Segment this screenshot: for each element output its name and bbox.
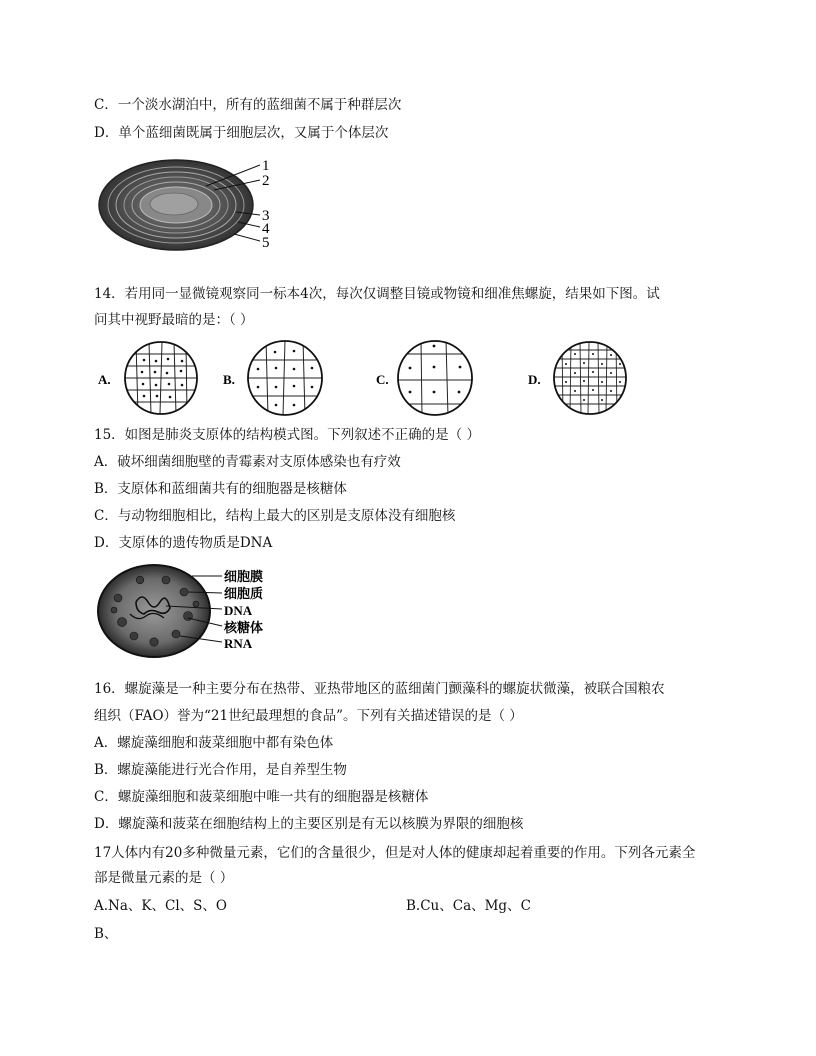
figure-label-4: 4 [262,221,270,237]
field-a [125,342,197,414]
label-rna: RNA [224,636,253,651]
field-label-d: D. [528,372,541,387]
q16-stem-line1: 16．螺旋藻是一种主要分布在热带、亚热带地区的蓝细菌门颤藻科的螺旋状微藻，被联合国粮农 [94,681,665,697]
q14-stem-line2: 问其中视野最暗的是：（ ） [94,312,254,328]
q17-stem-line2: 部是微量元素的是（ ） [94,870,234,886]
q16-stem-line2: 组织（FAO）誉为“21世纪最理想的食品”。下列有关描述错误的是（ ） [94,708,523,724]
label-ribosome: 核糖体 [224,621,264,636]
field-b [248,340,322,416]
q17-option-c-partial: B、 [94,926,118,942]
q13-option-c: C．一个淡水湖泊中，所有的蓝细菌不属于种群层次 [94,97,402,113]
q16-option-a: A．螺旋藻细胞和菠菜细胞中都有染色体 [94,735,334,751]
field-c [398,340,472,416]
field-d [554,342,626,414]
q15-stem: 15．如图是肺炎支原体的结构模式图。下列叙述不正确的是（ ） [94,427,480,443]
q17-stem-line1: 17人体内有20多种微量元素，它们的含量很少，但是对人体的健康却起着重要的作用。下列各元素全 [94,845,696,861]
q15-option-a: A．破坏细菌细胞壁的青霉素对支原体感染也有疗效 [94,454,401,470]
microscope-fields-figure [96,340,656,416]
q15-option-d: D．支原体的遗传物质是DNA [94,535,273,551]
figure-label-1: 1 [262,158,270,174]
mycoplasma-structure-figure [96,562,296,660]
q16-option-c: C．螺旋藻细胞和菠菜细胞中唯一共有的细胞器是核糖体 [94,789,429,805]
q15-option-c: C．与动物细胞相比，结构上最大的区别是支原体没有细胞核 [94,508,456,524]
field-label-a: A. [98,372,111,387]
figure-label-2: 2 [262,173,270,189]
label-dna: DNA [224,603,253,618]
q14-stem-line1: 14．若用同一显微镜观察同一标本4次，每次仅调整目镜或物镜和细准焦螺旋，结果如下图。试 [94,286,660,302]
layered-colony-figure [96,156,286,254]
q16-option-b: B．螺旋藻能进行光合作用，是自养型生物 [94,762,347,778]
q15-option-b: B．支原体和蓝细菌共有的细胞器是核糖体 [94,481,347,497]
figure-label-5: 5 [262,235,270,251]
field-label-c: C. [376,372,389,387]
q16-option-d: D．螺旋藻和菠菜在细胞结构上的主要区别是有无以核膜为界限的细胞核 [94,816,524,832]
q17-option-b: B.Cu、Ca、Mg、C [406,898,531,914]
q17-option-a: A.Na、K、Cl、S、O [94,898,227,914]
figure-label-3: 3 [262,208,270,224]
label-cell-membrane: 细胞膜 [224,570,264,585]
q13-option-d: D．单个蓝细菌既属于细胞层次，又属于个体层次 [94,125,389,141]
label-cytoplasm: 细胞质 [224,587,264,602]
field-label-b: B. [223,372,235,387]
